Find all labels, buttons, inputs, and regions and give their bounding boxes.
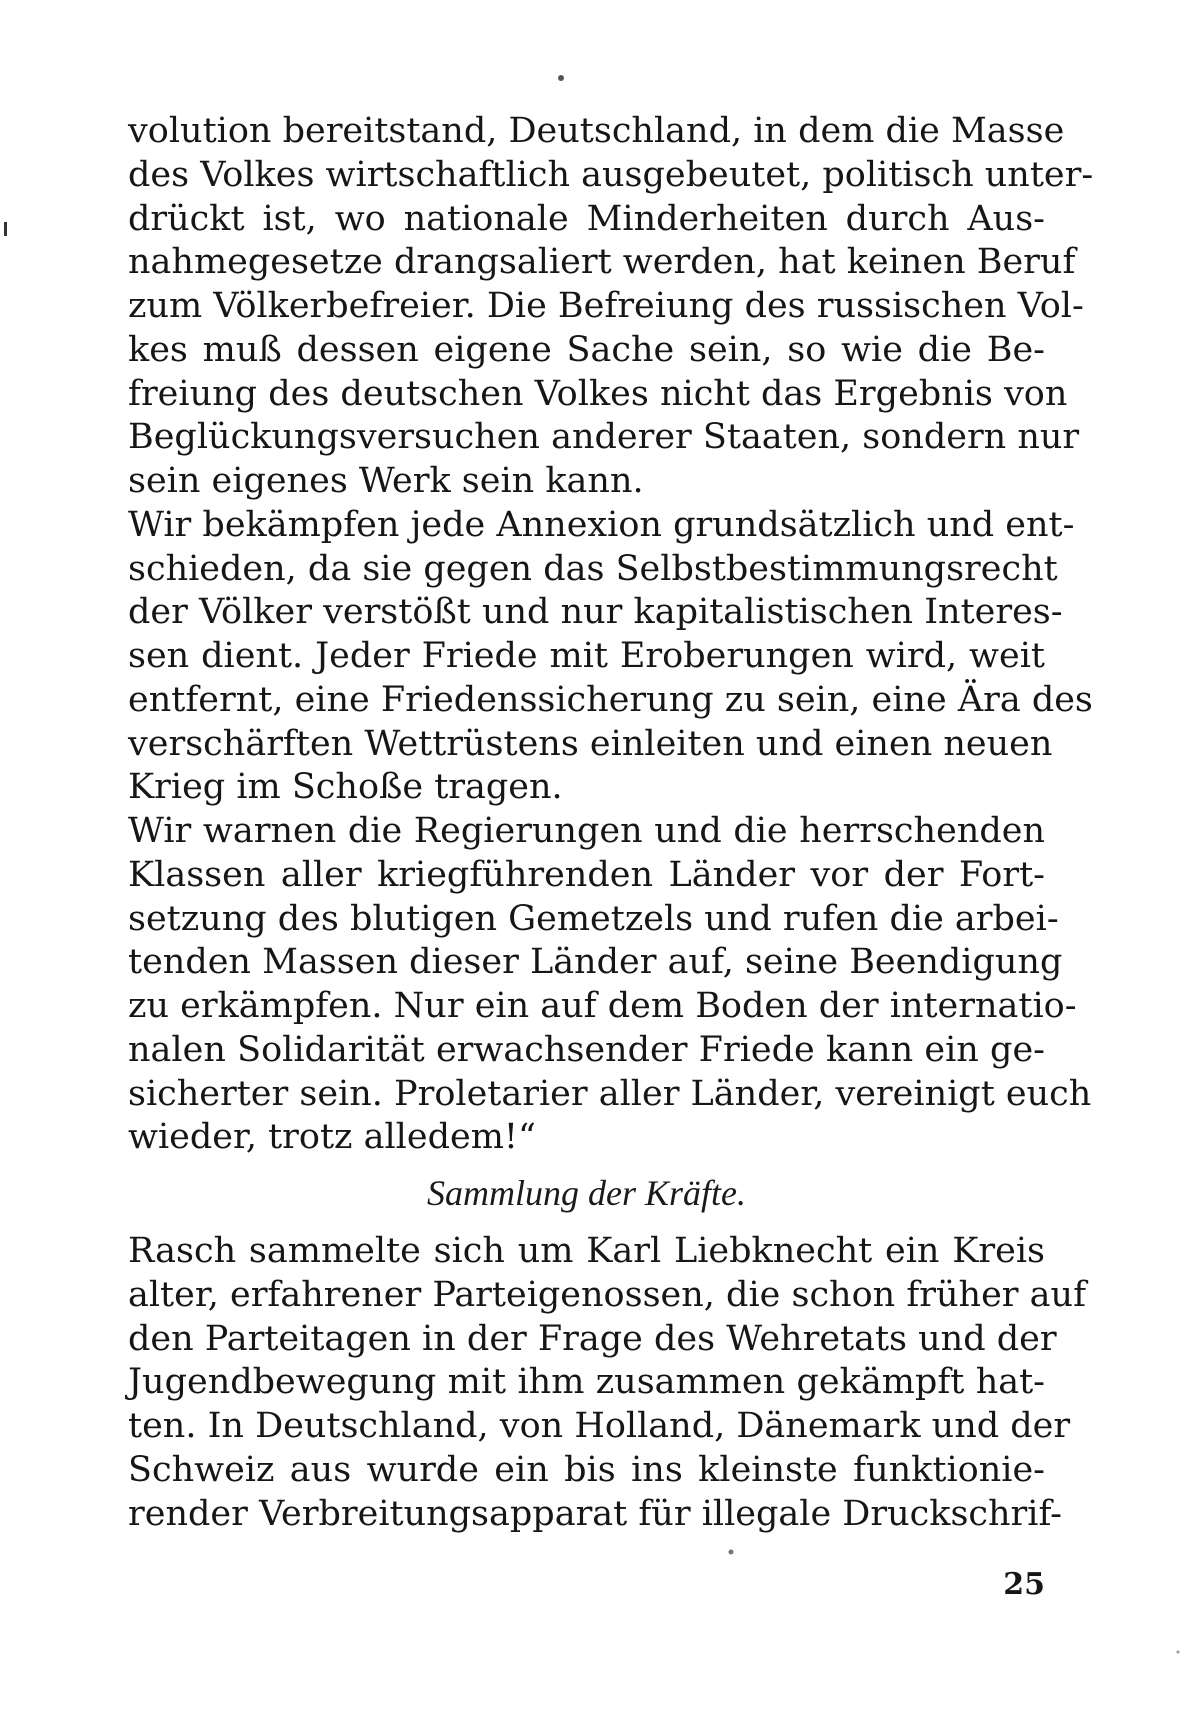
- text-line: setzung des blutigen Gemetzels und rufen die arbei-: [128, 898, 1059, 939]
- text-line: tenden Massen dieser Länder auf, seine Beendigung: [128, 942, 1063, 983]
- text-line: verschärften Wettrüstens einleiten und einen neuen: [128, 723, 1053, 764]
- text-line: Wir bekämpfen jede Annexion grundsätzlich und ent-: [128, 504, 1075, 545]
- text-line: Schweiz aus wurde ein bis ins kleinste funktionie-: [128, 1449, 1045, 1490]
- text-line: alter, erfahrener Parteigenossen, die schon früher auf: [128, 1274, 1087, 1315]
- text-line: den Parteitagen in der Frage des Wehretats und der: [128, 1318, 1057, 1359]
- text-line: render Verbreitungsapparat für illegale Druckschrif-: [128, 1493, 1063, 1534]
- paragraph-bottom: [128, 1230, 1087, 1536]
- text-line: zu erkämpfen. Nur ein auf dem Boden der internatio-: [128, 986, 1077, 1026]
- text-line: Klassen aller kriegführenden Länder vor der Fort-: [128, 854, 1045, 895]
- text-line: Rasch sammelte sich um Karl Liebknecht ein Kreis: [128, 1231, 1045, 1271]
- text-line: sicherter sein. Proletarier aller Länder, vereinigt euch: [128, 1073, 1092, 1114]
- text-line: volution bereitstand, Deutschland, in dem die Masse: [128, 111, 1065, 151]
- text-line: des Volkes wirtschaftlich ausgebeutet, politisch unter-: [128, 154, 1094, 195]
- text-line: nahmegesetze drangsaliert werden, hat keinen Beruf: [128, 242, 1076, 283]
- text-line: Wir warnen die Regierungen und die herrschenden: [128, 811, 1045, 851]
- text-line: zum Völkerbefreier. Die Befreiung des russischen Vol-: [128, 286, 1084, 326]
- text-line: Krieg im Schoße tragen.: [128, 767, 563, 808]
- text-line: nalen Solidarität erwachsender Friede kann ein ge-: [128, 1029, 1045, 1070]
- text-line: ten. In Deutschland, von Holland, Dänemark und der: [128, 1406, 1071, 1446]
- page-number: 25: [1003, 1567, 1045, 1602]
- text-line: freiung des deutschen Volkes nicht das Ergebnis von: [128, 373, 1068, 414]
- text-line: entfernt, eine Friedenssicherung zu sein, eine Ära des: [128, 679, 1093, 720]
- text-line: der Völker verstößt und nur kapitalistischen Interes-: [128, 592, 1063, 633]
- section-heading: Sammlung der Kräfte.: [427, 1173, 746, 1213]
- text-line: kes muß dessen eigene Sache sein, so wie die Be-: [128, 329, 1045, 370]
- text-line: Beglückungsversuchen anderer Staaten, sondern nur: [128, 417, 1080, 458]
- text-line: wieder, trotz alledem!“: [128, 1117, 536, 1158]
- text-line: drückt ist, wo nationale Minderheiten durch Aus-: [128, 198, 1045, 239]
- text-line: Jugendbewegung mit ihm zusammen gekämpft hat-: [128, 1362, 1045, 1403]
- text-line: sen dient. Jeder Friede mit Eroberungen wird, weit: [128, 636, 1045, 676]
- paragraph-top: [128, 110, 1094, 1160]
- text-line: schieden, da sie gegen das Selbstbestimmungsrecht: [128, 548, 1058, 589]
- text-line: sein eigenes Werk sein kann.: [128, 461, 644, 501]
